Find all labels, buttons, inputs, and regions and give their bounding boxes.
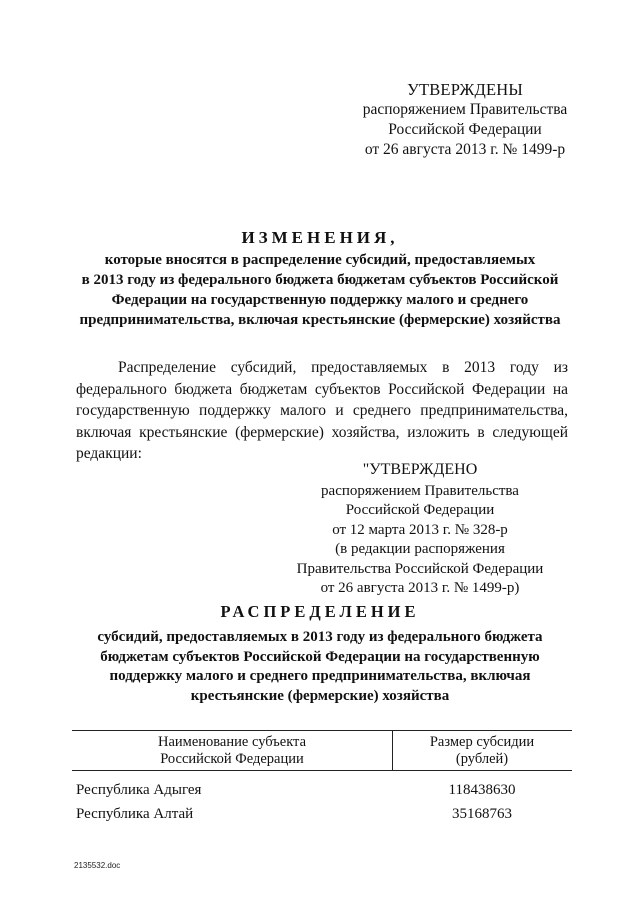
table-header-size-line: (рублей)	[455, 751, 509, 767]
distribution-subtitle-line: бюджетам субъектов Российской Федерации на государственную	[100, 648, 540, 665]
approval-line-1: распоряжением Правительства	[362, 101, 568, 118]
approval2-line: распоряжением Правительства	[321, 482, 519, 499]
table-cell-amount: 118438630	[448, 782, 516, 798]
table-cell-region: Республика Адыгея	[76, 782, 202, 798]
table-header-border	[72, 770, 572, 771]
approval2-line: Российской Федерации	[345, 502, 495, 518]
approval-head: УТВЕРЖДЕНЫ	[407, 80, 523, 99]
changes-subtitle-line: Федерации на государственную поддержку малого и среднего	[111, 292, 529, 308]
approval2-line: Правительства Российской Федерации	[296, 560, 544, 577]
distribution-subtitle-line: поддержку малого и среднего предпринимательства, включая	[109, 668, 531, 684]
approval-line-2: Российской Федерации	[388, 121, 542, 138]
table-top-border	[72, 730, 572, 731]
table-header-name	[72, 734, 392, 768]
changes-subtitle-line: предпринимательства, включая крестьянские (фермерские) хозяйства	[79, 312, 561, 328]
table-header-name-line: Российской Федерации	[160, 751, 304, 767]
approval2-line: от 12 марта 2013 г. № 328-р	[332, 521, 508, 538]
table-row	[72, 782, 572, 804]
changes-subtitle-line: в 2013 году из федерального бюджета бюджетам субъектов Российской	[81, 272, 559, 288]
distribution-subtitle-line: крестьянские (фермерские) хозяйства	[190, 687, 450, 704]
distribution-subtitle	[60, 628, 580, 706]
approval-block-2	[285, 460, 555, 599]
changes-subtitle	[60, 250, 580, 330]
footer-filename: 2135532.doc	[74, 861, 121, 870]
approval2-line: (в редакции распоряжения	[335, 541, 505, 557]
table-cell-region: Республика Алтай	[76, 806, 194, 822]
approval2-head: "УТВЕРЖДЕНО	[362, 461, 478, 478]
distribution-subtitle-line: субсидий, предоставляемых в 2013 году из федерального бюджета	[97, 629, 543, 645]
changes-subtitle-line: которые вносятся в распределение субсидий, предоставляемых	[104, 252, 536, 268]
table-header-size-line: Размер субсидии	[429, 734, 535, 750]
approval-line-3: от 26 августа 2013 г. № 1499-р	[364, 141, 566, 158]
distribution-title: РАСПРЕДЕЛЕНИЕ	[220, 602, 420, 621]
approval2-line: от 26 августа 2013 г. № 1499-р)	[320, 580, 520, 596]
table-header-size	[392, 734, 572, 768]
changes-title: ИЗМЕНЕНИЯ,	[241, 228, 399, 247]
body-paragraph: Распределение субсидий, предоставляемых в 2013 году из федерального бюджета бюджетам субъектов Российской Федерации на государственную поддержку малого и среднего предпринимательства, включая крестьянские (фермерские) хозяйства, изложить в следующей редакции:	[76, 359, 568, 462]
table-header-name-line: Наименование субъекта	[157, 734, 307, 750]
approval-block	[340, 80, 590, 160]
table-cell-amount: 35168763	[452, 806, 512, 822]
table-row	[72, 806, 572, 828]
